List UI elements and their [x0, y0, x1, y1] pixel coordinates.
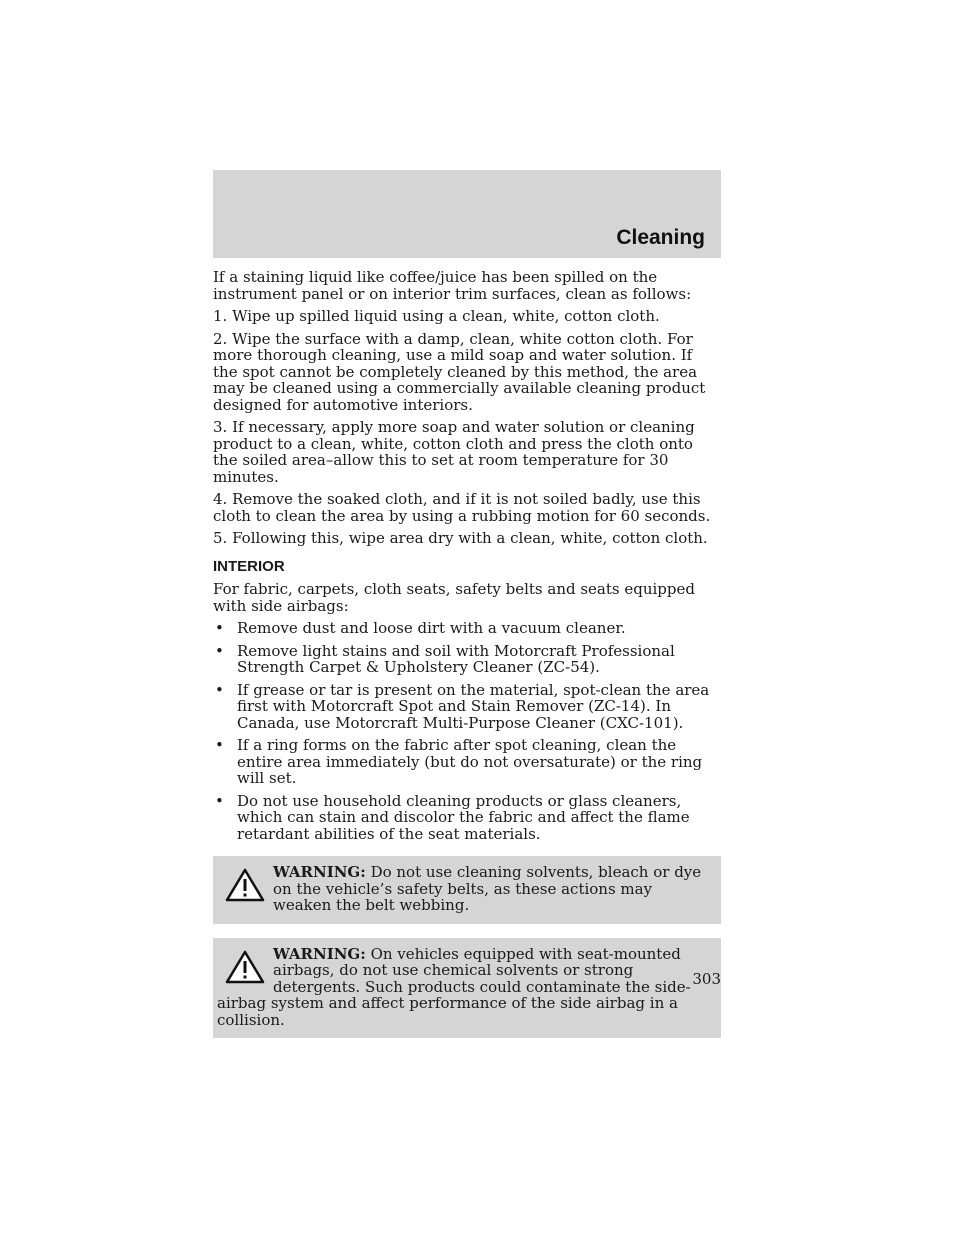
list-item	[213, 643, 721, 676]
warning-text: Do not use cleaning solvents, bleach or dye on the vehicle’s safety belts, as these actions may weaken the belt webbing.	[273, 863, 702, 914]
step-4: 4. Remove the soaked cloth, and if it is not soiled badly, use this cloth to clean the area by using a rubbing motion for 60 seconds.	[213, 490, 711, 525]
step-1: 1. Wipe up spilled liquid using a clean, white, cotton cloth.	[213, 307, 660, 325]
warning-triangle-icon	[225, 868, 265, 902]
bullet-icon: •	[215, 680, 224, 699]
step-2: 2. Wipe the surface with a damp, clean, white cotton cloth. For more thorough cleaning, use a mild soap and water solution. If the spot cannot be completely cleaned by this method, the area may be cleaned using a commercially available cleaning product designed for automotive interiors.	[213, 329, 706, 414]
bullet-icon: •	[215, 641, 224, 660]
interior-intro: For fabric, carpets, cloth seats, safety belts and seats equipped with side airbags:	[213, 580, 695, 615]
warning-label: WARNING:	[273, 863, 366, 881]
warning-box-airbags	[213, 938, 721, 1039]
warning-text: On vehicles equipped with seat-mounted airbags, do not use chemical solvents or strong detergents. Such products could contaminate the side-airbag system and affect performance of the side airbag in a collision.	[217, 944, 691, 1029]
bullet-text: Do not use household cleaning products or glass cleaners, which can stain and discolor the fabric and affect the flame retardant abilities of the seat materials.	[237, 791, 690, 843]
list-item	[213, 620, 721, 637]
bullet-icon: •	[215, 619, 224, 637]
step-3: 3. If necessary, apply more soap and water solution or cleaning product to a clean, white, cotton cloth and press the cloth onto the soiled area–allow this to set at room temperature for 30 minutes.	[213, 418, 695, 486]
list-item	[213, 737, 721, 787]
list-item	[213, 793, 721, 843]
step-5: 5. Following this, wipe area dry with a clean, white, cotton cloth.	[213, 529, 708, 547]
page-content	[213, 269, 721, 1050]
interior-bullet-list	[213, 620, 721, 842]
warning-triangle-icon	[225, 950, 265, 984]
bullet-icon: •	[215, 736, 224, 754]
interior-heading: INTERIOR	[213, 557, 285, 575]
bullet-text: If grease or tar is present on the material, spot-clean the area first with Motorcraft Spot and Stain Remover (ZC-14). In Canada, use Motorcraft Multi-Purpose Cleaner (CXC-101).	[237, 680, 710, 732]
bullet-text: Remove dust and loose dirt with a vacuum cleaner.	[237, 619, 626, 637]
list-item	[213, 682, 721, 732]
page-number: 303	[692, 970, 721, 988]
intro-paragraph: If a staining liquid like coffee/juice has been spilled on the instrument panel or on interior trim surfaces, clean as follows:	[213, 268, 692, 303]
bullet-text: If a ring forms on the fabric after spot cleaning, clean the entire area immediately (but do not oversaturate) or the ring will set.	[237, 736, 703, 787]
bullet-icon: •	[215, 791, 224, 810]
bullet-text: Remove light stains and soil with Motorcraft Professional Strength Carpet & Upholstery Cleaner (ZC-54).	[237, 641, 675, 676]
section-title: Cleaning	[616, 226, 705, 249]
section-header	[213, 170, 721, 258]
warning-label: WARNING:	[273, 944, 366, 963]
warning-box-safety-belts	[213, 856, 721, 924]
